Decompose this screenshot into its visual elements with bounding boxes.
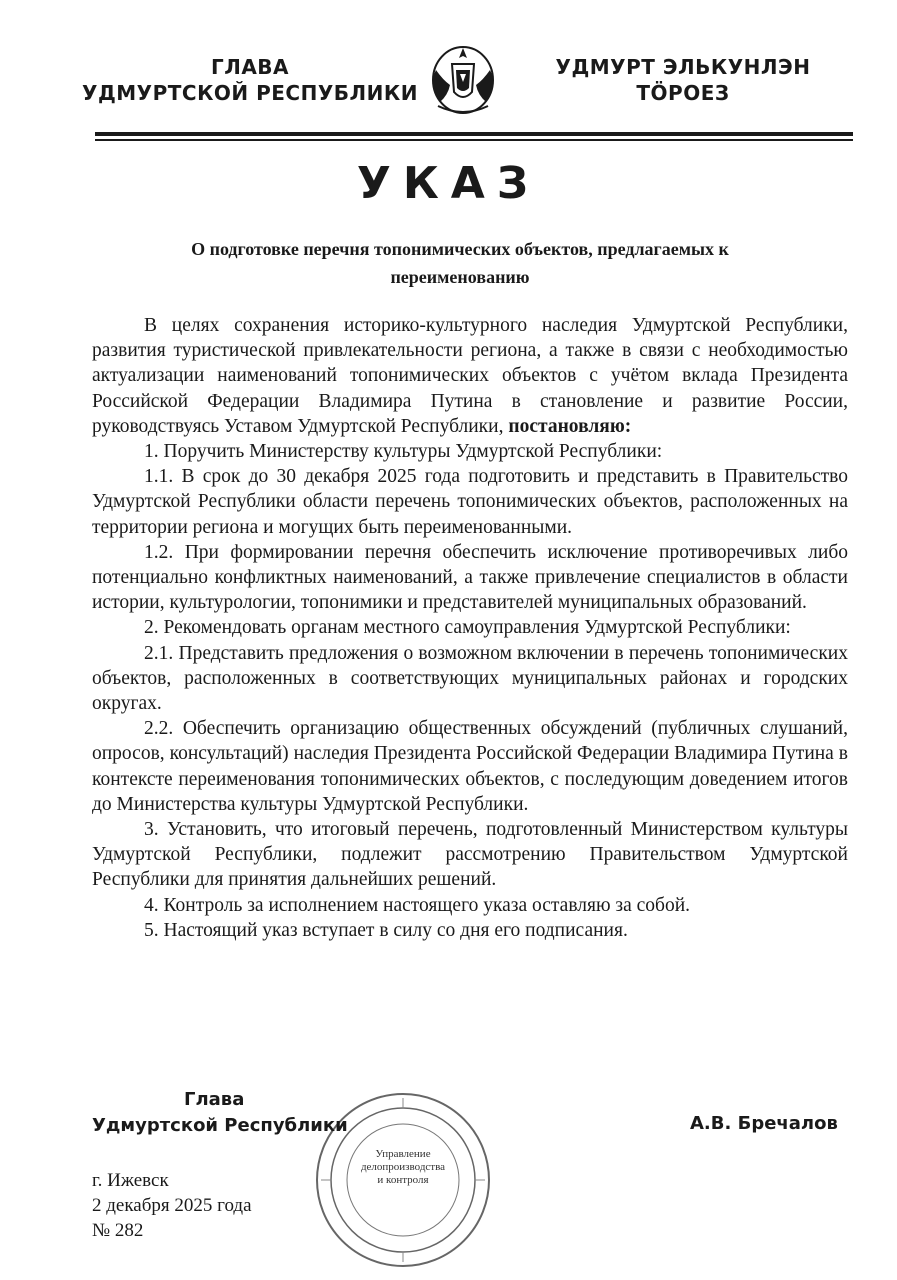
header-left-line1: ГЛАВА bbox=[210, 55, 290, 79]
paragraph-4: 4. Контроль за исполнением настоящего указа оставляю за собой. bbox=[144, 894, 691, 916]
signatory-title-line2: Удмуртской Республики bbox=[92, 1115, 348, 1136]
header-divider-thin bbox=[95, 139, 853, 141]
subject-line-2: переименованию bbox=[390, 267, 530, 287]
stamp-line-1: Управление bbox=[375, 1148, 431, 1160]
coat-of-arms-emblem-icon bbox=[418, 40, 508, 115]
date-of-signing: 2 декабря 2025 года bbox=[92, 1195, 252, 1216]
paragraph-1: 1. Поручить Министерству культуры Удмуртской Республики: bbox=[144, 441, 663, 463]
document-body bbox=[92, 313, 848, 943]
signatory-title bbox=[92, 1087, 352, 1139]
document-requisites bbox=[92, 1168, 252, 1243]
paragraph-5: 5. Настоящий указ вступает в силу со дня его подписания. bbox=[144, 919, 628, 941]
document-subject bbox=[130, 235, 790, 291]
preamble-paragraph bbox=[92, 313, 848, 439]
preamble-bold: постановляю: bbox=[508, 415, 632, 437]
paragraph-1-2: 1.2. При формировании перечня обеспечить исключение противоречивых либо потенциально конфликтных наименований, а также привлечение специалистов в области истории, культурологии, топонимики и представителей муниципальных образований. bbox=[92, 541, 848, 614]
signatory-title-line1: Глава bbox=[184, 1089, 245, 1110]
document-number: № 282 bbox=[92, 1220, 144, 1241]
header-right-line2: ТӦРОЕЗ bbox=[636, 81, 730, 105]
place-of-signing: г. Ижевск bbox=[92, 1170, 169, 1191]
paragraph-3: 3. Установить, что итоговый перечень, подготовленный Министерством культуры Удмуртской Республики, подлежит рассмотрению Правительством Удмуртской Республики для принятия дальнейших решений. bbox=[92, 819, 848, 891]
document-title: УКАЗ bbox=[356, 158, 541, 209]
header-left-line2: УДМУРТСКОЙ РЕСПУБЛИКИ bbox=[82, 81, 418, 105]
paragraph-1-1: 1.1. В срок до 30 декабря 2025 года подготовить и представить в Правительство Удмуртской Республики области перечень топонимических объектов, расположенных на территории региона и могущих быть переименованными. bbox=[92, 466, 848, 538]
stamp-inner-text bbox=[353, 1148, 453, 1187]
header-divider-thick bbox=[95, 132, 853, 136]
header-left-title bbox=[80, 54, 420, 106]
stamp-line-3: и контроля bbox=[377, 1174, 429, 1186]
header-right-title bbox=[548, 54, 818, 106]
subject-line-1: О подготовке перечня топонимических объектов, предлагаемых к bbox=[191, 239, 729, 259]
paragraph-2-1: 2.1. Представить предложения о возможном включении в перечень топонимических объектов, расположенных в соответствующих муниципальных районах и городских округах. bbox=[92, 642, 848, 715]
preamble-text: В целях сохранения историко-культурного наследия Удмуртской Республики, развития туристической привлекательности региона, а также в связи с необходимостью актуализации наименований топонимических объектов с учётом вклада Президента Российской Федерации Владимира Путина в становление и развитие России, руководствуясь Уставом Удмуртской Республики, bbox=[92, 315, 848, 437]
header-right-line1: УДМУРТ ЭЛЬКУНЛЭН bbox=[555, 55, 811, 79]
document-header bbox=[0, 40, 897, 130]
stamp-line-2: делопроизводства bbox=[360, 1161, 446, 1173]
paragraph-2: 2. Рекомендовать органам местного самоуправления Удмуртской Республики: bbox=[144, 617, 791, 639]
signatory-name: А.В. Бречалов bbox=[690, 1113, 838, 1134]
paragraph-2-2: 2.2. Обеспечить организацию общественных обсуждений (публичных слушаний, опросов, консультаций) наследия Президента Российской Федерации Владимира Путина в контексте переименования топонимических объектов, с последующим доведением итогов до Министерства культуры Удмуртской Республики. bbox=[92, 718, 848, 815]
